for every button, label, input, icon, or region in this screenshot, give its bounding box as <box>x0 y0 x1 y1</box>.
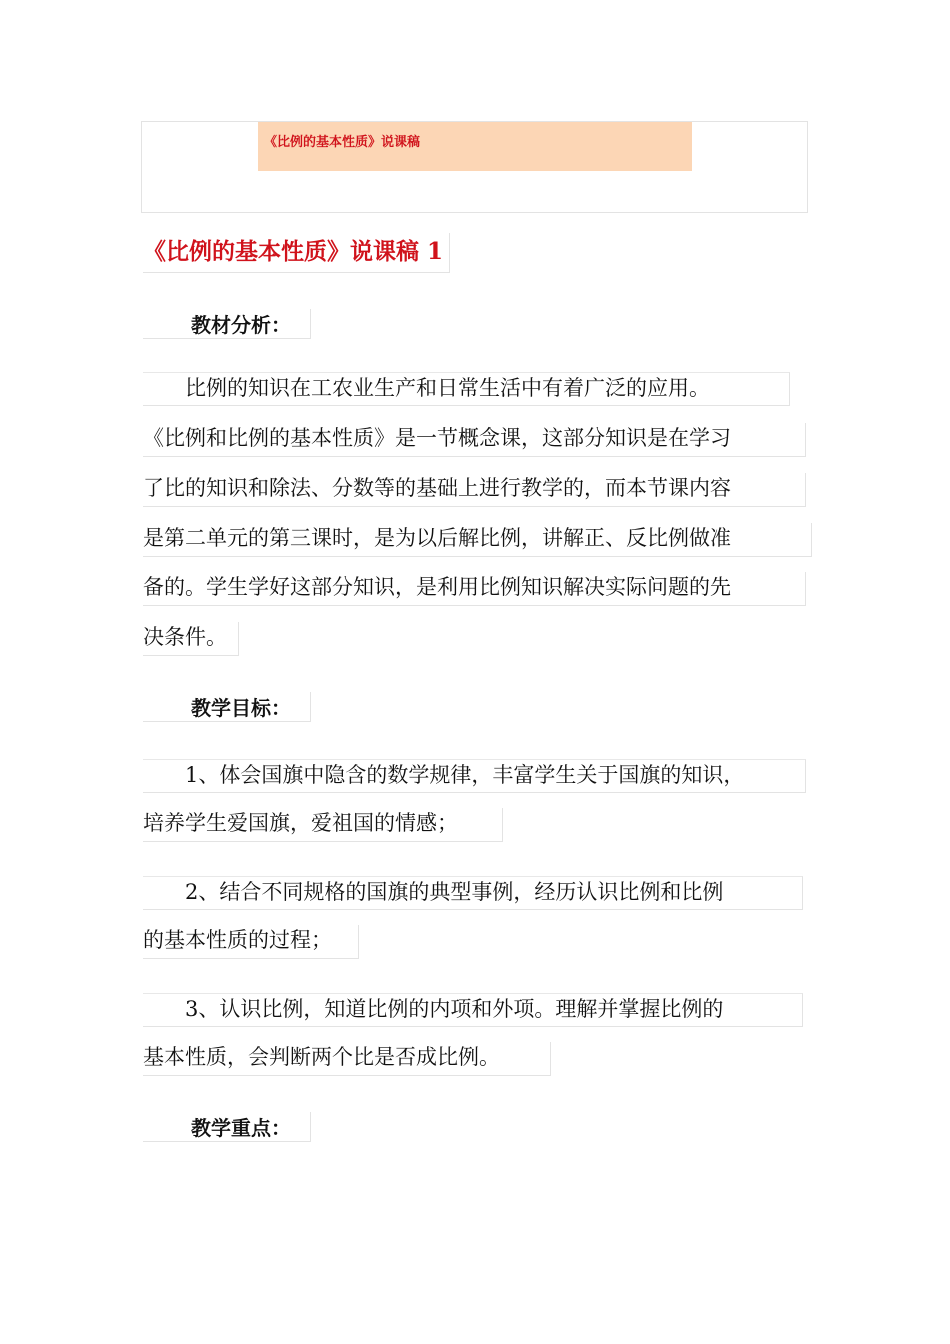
paragraph-line: 备的。学生学好这部分知识，是利用比例知识解决实际问题的先 <box>143 572 806 606</box>
paragraph-line: 是第二单元的第三课时，是为以后解比例，讲解正、反比例做准 <box>143 523 812 557</box>
goal-item-2-line: 的基本性质的过程； <box>143 925 359 959</box>
header-title-band <box>258 122 692 171</box>
paragraph-line: 决条件。 <box>143 622 239 656</box>
header-title: 《比例的基本性质》说课稿 <box>264 135 421 150</box>
paragraph-line: 了比的知识和除法、分数等的基础上进行教学的，而本节课内容 <box>143 473 806 507</box>
goal-item-2-line: 2、结合不同规格的国旗的典型事例，经历认识比例和比例 <box>143 876 803 910</box>
goal-item-1-line: 培养学生爱国旗，爱祖国的情感； <box>143 808 503 842</box>
section-heading-teaching-goals <box>143 692 311 722</box>
goal-item-3-line: 3、认识比例，知道比例的内项和外项。理解并掌握比例的 <box>143 993 803 1027</box>
goal-item-1-line: 1、体会国旗中隐含的数学规律，丰富学生关于国旗的知识， <box>143 759 806 793</box>
section-heading-text: 教材分析： <box>191 313 291 337</box>
section-heading-text: 教学重点： <box>191 1116 291 1140</box>
header-box <box>141 121 808 213</box>
goal-item-3-line: 基本性质，会判断两个比是否成比例。 <box>143 1042 551 1076</box>
section-heading-material-analysis <box>143 309 311 339</box>
section-heading-key-points <box>143 1112 311 1142</box>
paragraph-line: 《比例和比例的基本性质》是一节概念课，这部分知识是在学习 <box>143 423 806 457</box>
section-heading-text: 教学目标： <box>191 696 291 720</box>
document-title: 《比例的基本性质》说课稿 1 <box>143 233 450 273</box>
paragraph-line: 比例的知识在工农业生产和日常生活中有着广泛的应用。 <box>143 372 790 406</box>
